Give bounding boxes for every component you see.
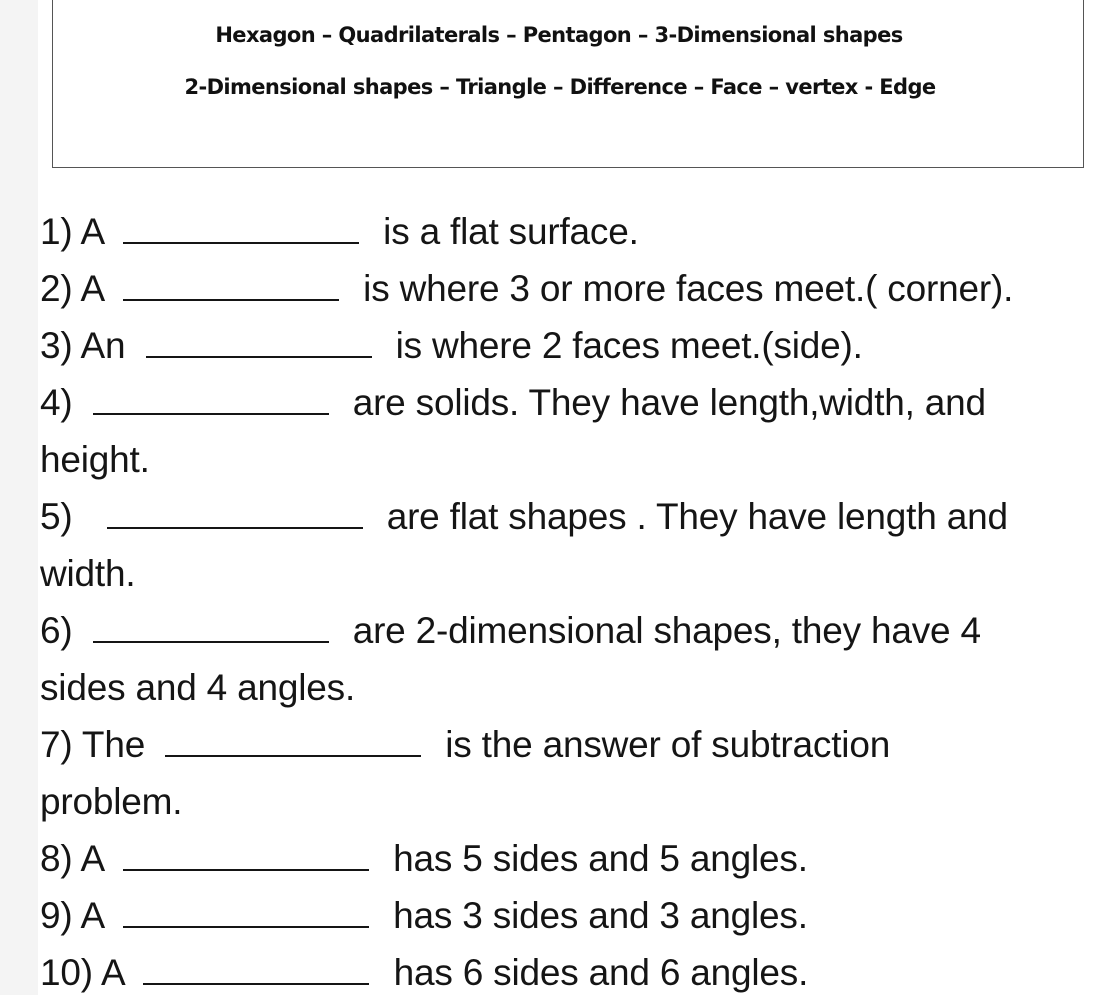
question-4 — [40, 381, 986, 425]
word-bank-box — [52, 0, 1084, 168]
answer-blank[interactable] — [93, 383, 329, 415]
answer-blank[interactable] — [143, 953, 369, 985]
question-8 — [40, 837, 808, 881]
question-number: 2) — [40, 268, 73, 309]
question-9 — [40, 894, 808, 938]
question-text: is where 2 faces meet.(side). — [395, 325, 863, 366]
answer-blank[interactable] — [123, 212, 359, 244]
question-number: 9) — [40, 895, 73, 936]
question-5-continuation: width. — [40, 553, 136, 594]
question-6 — [40, 609, 981, 653]
question-lead: A — [80, 838, 103, 879]
answer-blank[interactable] — [93, 611, 329, 643]
answer-blank[interactable] — [123, 839, 369, 871]
answer-blank[interactable] — [123, 269, 339, 301]
question-lead: A — [80, 268, 103, 309]
question-lead: A — [80, 895, 103, 936]
question-text: are 2-dimensional shapes, they have 4 — [352, 610, 981, 651]
question-text: has 5 sides and 5 angles. — [393, 838, 808, 879]
question-lead: A — [100, 952, 124, 993]
question-6-continuation: sides and 4 angles. — [40, 667, 356, 708]
question-text: is the answer of subtraction — [445, 724, 891, 765]
question-text: is where 3 or more faces meet.( corner). — [363, 268, 1014, 309]
question-number: 1) — [40, 211, 73, 252]
question-number: 8) — [40, 838, 73, 879]
answer-blank[interactable] — [165, 725, 421, 757]
question-text: is a flat surface. — [383, 211, 639, 252]
question-number: 10) — [40, 952, 93, 993]
question-text: has 3 sides and 3 angles. — [393, 895, 808, 936]
question-text: are solids. They have length,width, and — [352, 382, 986, 423]
question-10 — [40, 951, 808, 995]
question-number: 4) — [40, 382, 73, 423]
word-bank-line-2: 2-Dimensional shapes – Triangle – Difference – Face – vertex - Edge — [184, 75, 936, 99]
question-7 — [40, 723, 890, 767]
question-lead: An — [80, 325, 126, 366]
question-number: 7) — [40, 724, 73, 765]
word-bank-line-1: Hexagon – Quadrilaterals – Pentagon – 3-Dimensional shapes — [215, 23, 903, 47]
answer-blank[interactable] — [123, 896, 369, 928]
question-1 — [40, 210, 639, 254]
question-text: are flat shapes . They have length and — [386, 496, 1008, 537]
question-5 — [40, 495, 1008, 539]
question-4-continuation: height. — [40, 439, 150, 480]
question-number: 5) — [40, 496, 73, 537]
question-number: 6) — [40, 610, 73, 651]
answer-blank[interactable] — [146, 326, 372, 358]
question-text: has 6 sides and 6 angles. — [393, 952, 809, 993]
answer-blank[interactable] — [107, 497, 363, 529]
question-lead: A — [80, 211, 103, 252]
question-7-continuation: problem. — [40, 781, 183, 822]
question-lead: The — [81, 724, 146, 765]
question-number: 3) — [40, 325, 73, 366]
question-2 — [40, 267, 1013, 311]
question-3 — [40, 324, 863, 368]
